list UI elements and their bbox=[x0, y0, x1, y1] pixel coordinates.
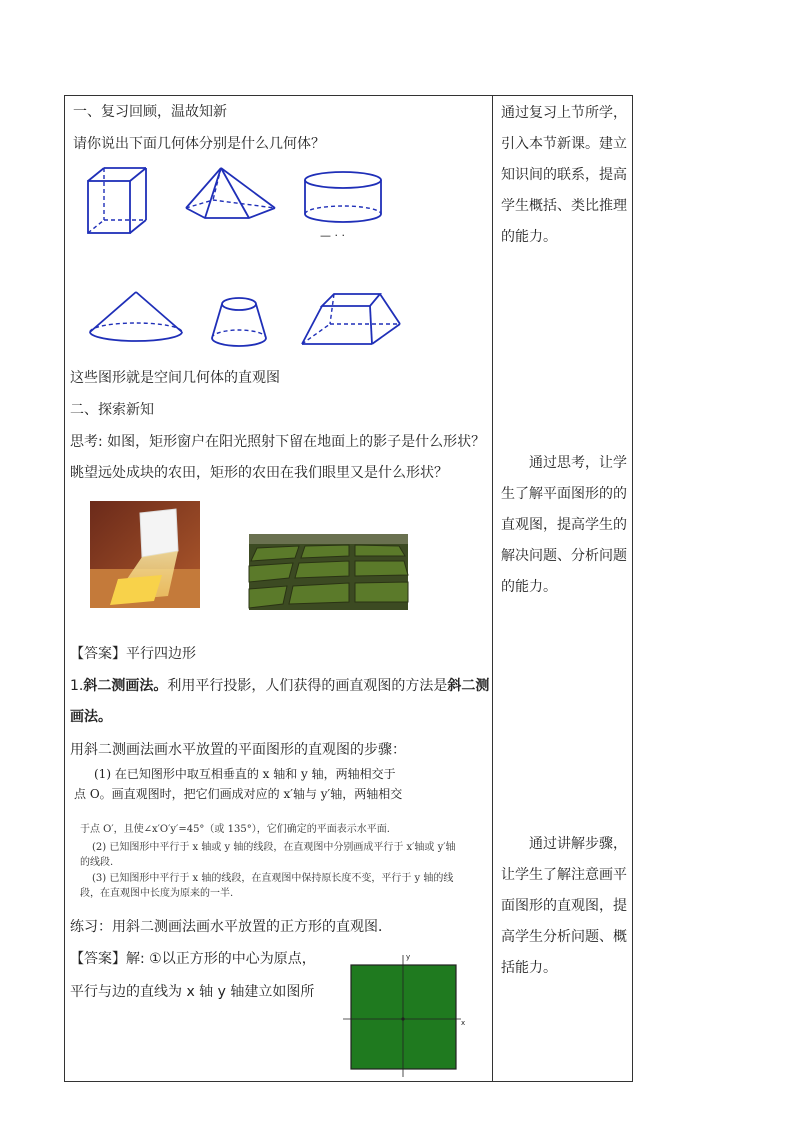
farmland-photo bbox=[249, 534, 408, 610]
pyramid-figure bbox=[183, 166, 277, 222]
y-axis-label: y bbox=[406, 953, 411, 961]
stray-mark: — · · bbox=[320, 229, 345, 242]
cylinder-figure bbox=[303, 170, 383, 224]
cone-figure bbox=[88, 290, 184, 346]
step1-line-3: 于点 O′，且使∠x′O′y′=45°（或 135°），它们确定的平面表示水平面. bbox=[80, 824, 390, 835]
step1-line-2: 点 O。画直观图时，把它们画成对应的 x′轴与 y′轴，两轴相交 bbox=[74, 787, 403, 801]
method-line-1 bbox=[70, 677, 489, 695]
method-name-2: 斜二测 bbox=[447, 678, 490, 694]
step3-line-1: (3) 已知图形中平行于 x 轴的线段，在直观图中保持原长度不变，平行于 y 轴的线 bbox=[92, 873, 454, 884]
frustum-figure bbox=[209, 296, 269, 350]
side-note-1: 通过复习上节所学，引入本节新课。建立知识间的联系，提高学生概括、类比推理的能力。 bbox=[501, 105, 627, 245]
answer-2-line-2: 平行与边的直线为 x 轴 y 轴建立如图所 bbox=[70, 984, 315, 1000]
think-line-2: 眺望远处成块的农田，矩形的农田在我们眼里又是什么形状？ bbox=[70, 465, 448, 481]
exercise-text: 练习：用斜二测画法画水平放置的正方形的直观图． bbox=[70, 919, 392, 935]
method-mid: 利用平行投影，人们获得的画直观图的方法是 bbox=[167, 678, 448, 694]
answer-2-line-1: 【答案】解: ①以正方形的中心为原点， bbox=[70, 951, 316, 967]
side-note-2: 通过思考，让学生了解平面图形的的直观图，提高学生的解决问题、分析问题的能力。 bbox=[501, 455, 627, 595]
step2-line-2: 的线段. bbox=[80, 857, 114, 868]
side-note-3: 通过讲解步骤，让学生了解注意画平面图形的直观图，提高学生分析问题、概括能力。 bbox=[501, 836, 627, 976]
answer-1: 【答案】平行四边形 bbox=[70, 646, 196, 662]
section2-title: 二、探索新知 bbox=[70, 402, 154, 418]
column-divider bbox=[492, 96, 493, 1081]
question1: 请你说出下面几何体分别是什么几何体？ bbox=[73, 136, 325, 152]
step1-line-1: (1) 在已知图形中取互相垂直的 x 轴和 y 轴，两轴相交于 bbox=[94, 767, 396, 781]
x-axis-label: x bbox=[461, 1019, 466, 1027]
step3-line-2: 段，在直观图中长度为原来的一半. bbox=[80, 888, 234, 899]
window-shadow-photo bbox=[90, 501, 200, 608]
square-axes-figure bbox=[343, 953, 468, 1078]
method-name: 斜二测画法。 bbox=[83, 678, 168, 694]
green-square bbox=[351, 965, 456, 1069]
section1-title: 一、复习回顾，温故知新 bbox=[73, 104, 227, 120]
method-prefix: 1. bbox=[70, 678, 84, 694]
prism-frustum-figure bbox=[300, 292, 402, 348]
method-line-2: 画法。 bbox=[70, 709, 112, 725]
think-line-1: 思考: 如图，矩形窗户在阳光照射下留在地面上的影子是什么形状？ bbox=[70, 434, 486, 450]
step2-line-1: (2) 已知图形中平行于 x 轴或 y 轴的线段，在直观图中分别画成平行于 x′轴或 y′轴 bbox=[92, 842, 456, 853]
cuboid-figure bbox=[86, 166, 148, 236]
summary-text: 这些图形就是空间几何体的直观图 bbox=[70, 370, 280, 386]
steps-intro: 用斜二测画法画水平放置的平面图形的直观图的步骤： bbox=[70, 742, 406, 758]
